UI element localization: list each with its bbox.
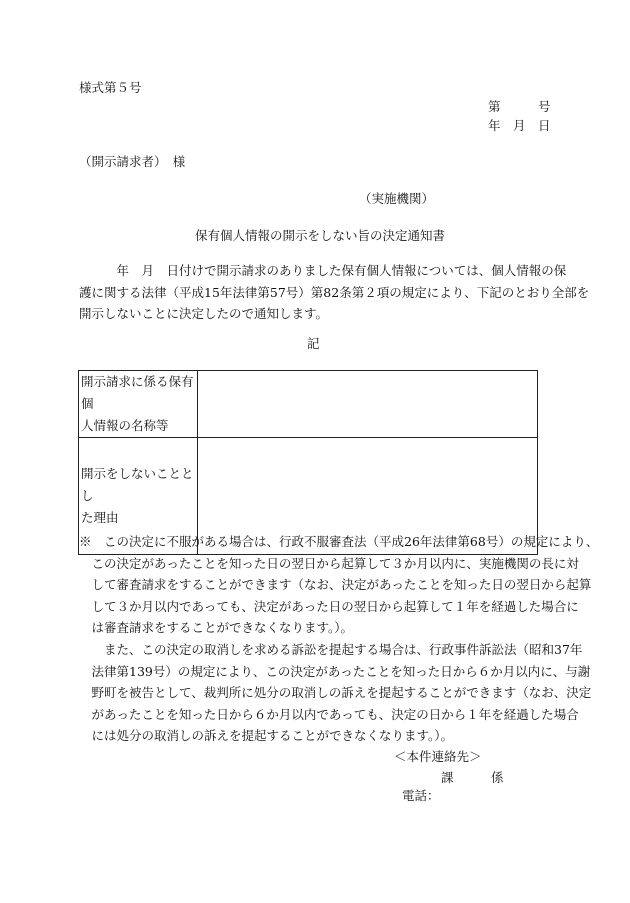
note-line: があったことを知った日から６か月以内であっても、決定の日から１年を経過した場合 xyxy=(79,706,579,722)
table-label-line: 人情報の名称等 xyxy=(81,418,169,433)
addressee: （開示請求者） 様 xyxy=(79,154,186,169)
table-label-line: た理由 xyxy=(81,510,119,525)
contact-phone: 電話： xyxy=(402,788,440,803)
issuer: （実施機関） xyxy=(359,191,435,206)
body-line: 護に関する法律（平成15年法律第57号）第82条第２項の規定により、下記のとおり全部を xyxy=(79,284,590,300)
contact-section: 課 係 xyxy=(441,770,504,785)
note-line: して３か月以内であっても、決定があった日の翌日から起算して１年を経過した場合に xyxy=(79,598,579,614)
contact-heading: ＜本件連絡先＞ xyxy=(394,749,482,764)
table-label-line: 開示をしないこととし xyxy=(81,466,194,503)
table-row xyxy=(79,371,538,438)
note-line: 法律第139号）の規定により、この決定があったことを知った日から６か月以内に、与謝 xyxy=(79,663,591,679)
table-label-cell xyxy=(79,371,198,438)
note-line: また、この決定の取消しを求める訴訟を提起する場合は、行政事件訴訟法（昭和37年 xyxy=(79,641,583,657)
note-line: ※ この決定に不服がある場合は、行政不服審査法（平成26年法律第68号）の規定により、 xyxy=(79,534,599,549)
document-number: 第 号 xyxy=(488,99,551,114)
note-line: には処分の取消しの訴えを提起することができなくなります。）。 xyxy=(79,728,454,744)
body-paragraph xyxy=(79,260,590,325)
table-label-line: 開示請求に係る保有個 xyxy=(81,374,194,411)
table-value-cell xyxy=(198,371,538,438)
note-line: 野町を被告として、裁判所に処分の取消しの訴えを提起することができます（なお、決定 xyxy=(79,685,592,701)
ki-heading: 記 xyxy=(307,336,320,351)
form-number: 様式第５号 xyxy=(79,80,142,95)
document-title: 保有個人情報の開示をしない旨の決定通知書 xyxy=(195,228,446,243)
appeal-notes xyxy=(79,531,599,747)
notice-table xyxy=(78,370,538,555)
note-line: は審査請求をすることができなくなります。）。 xyxy=(79,620,354,636)
note-line: この決定があったことを知った日の翌日から起算して３か月以内に、実施機関の長に対 xyxy=(79,555,579,571)
document-date: 年 月 日 xyxy=(488,118,551,133)
body-line: 開示しないことに決定したので通知します。 xyxy=(79,306,329,321)
body-line: 年 月 日付けで開示請求のありました保有個人情報については、個人情報の保 xyxy=(79,263,567,278)
note-line: して審査請求をすることができます（なお、決定があったことを知った日の翌日から起算 xyxy=(79,577,592,593)
